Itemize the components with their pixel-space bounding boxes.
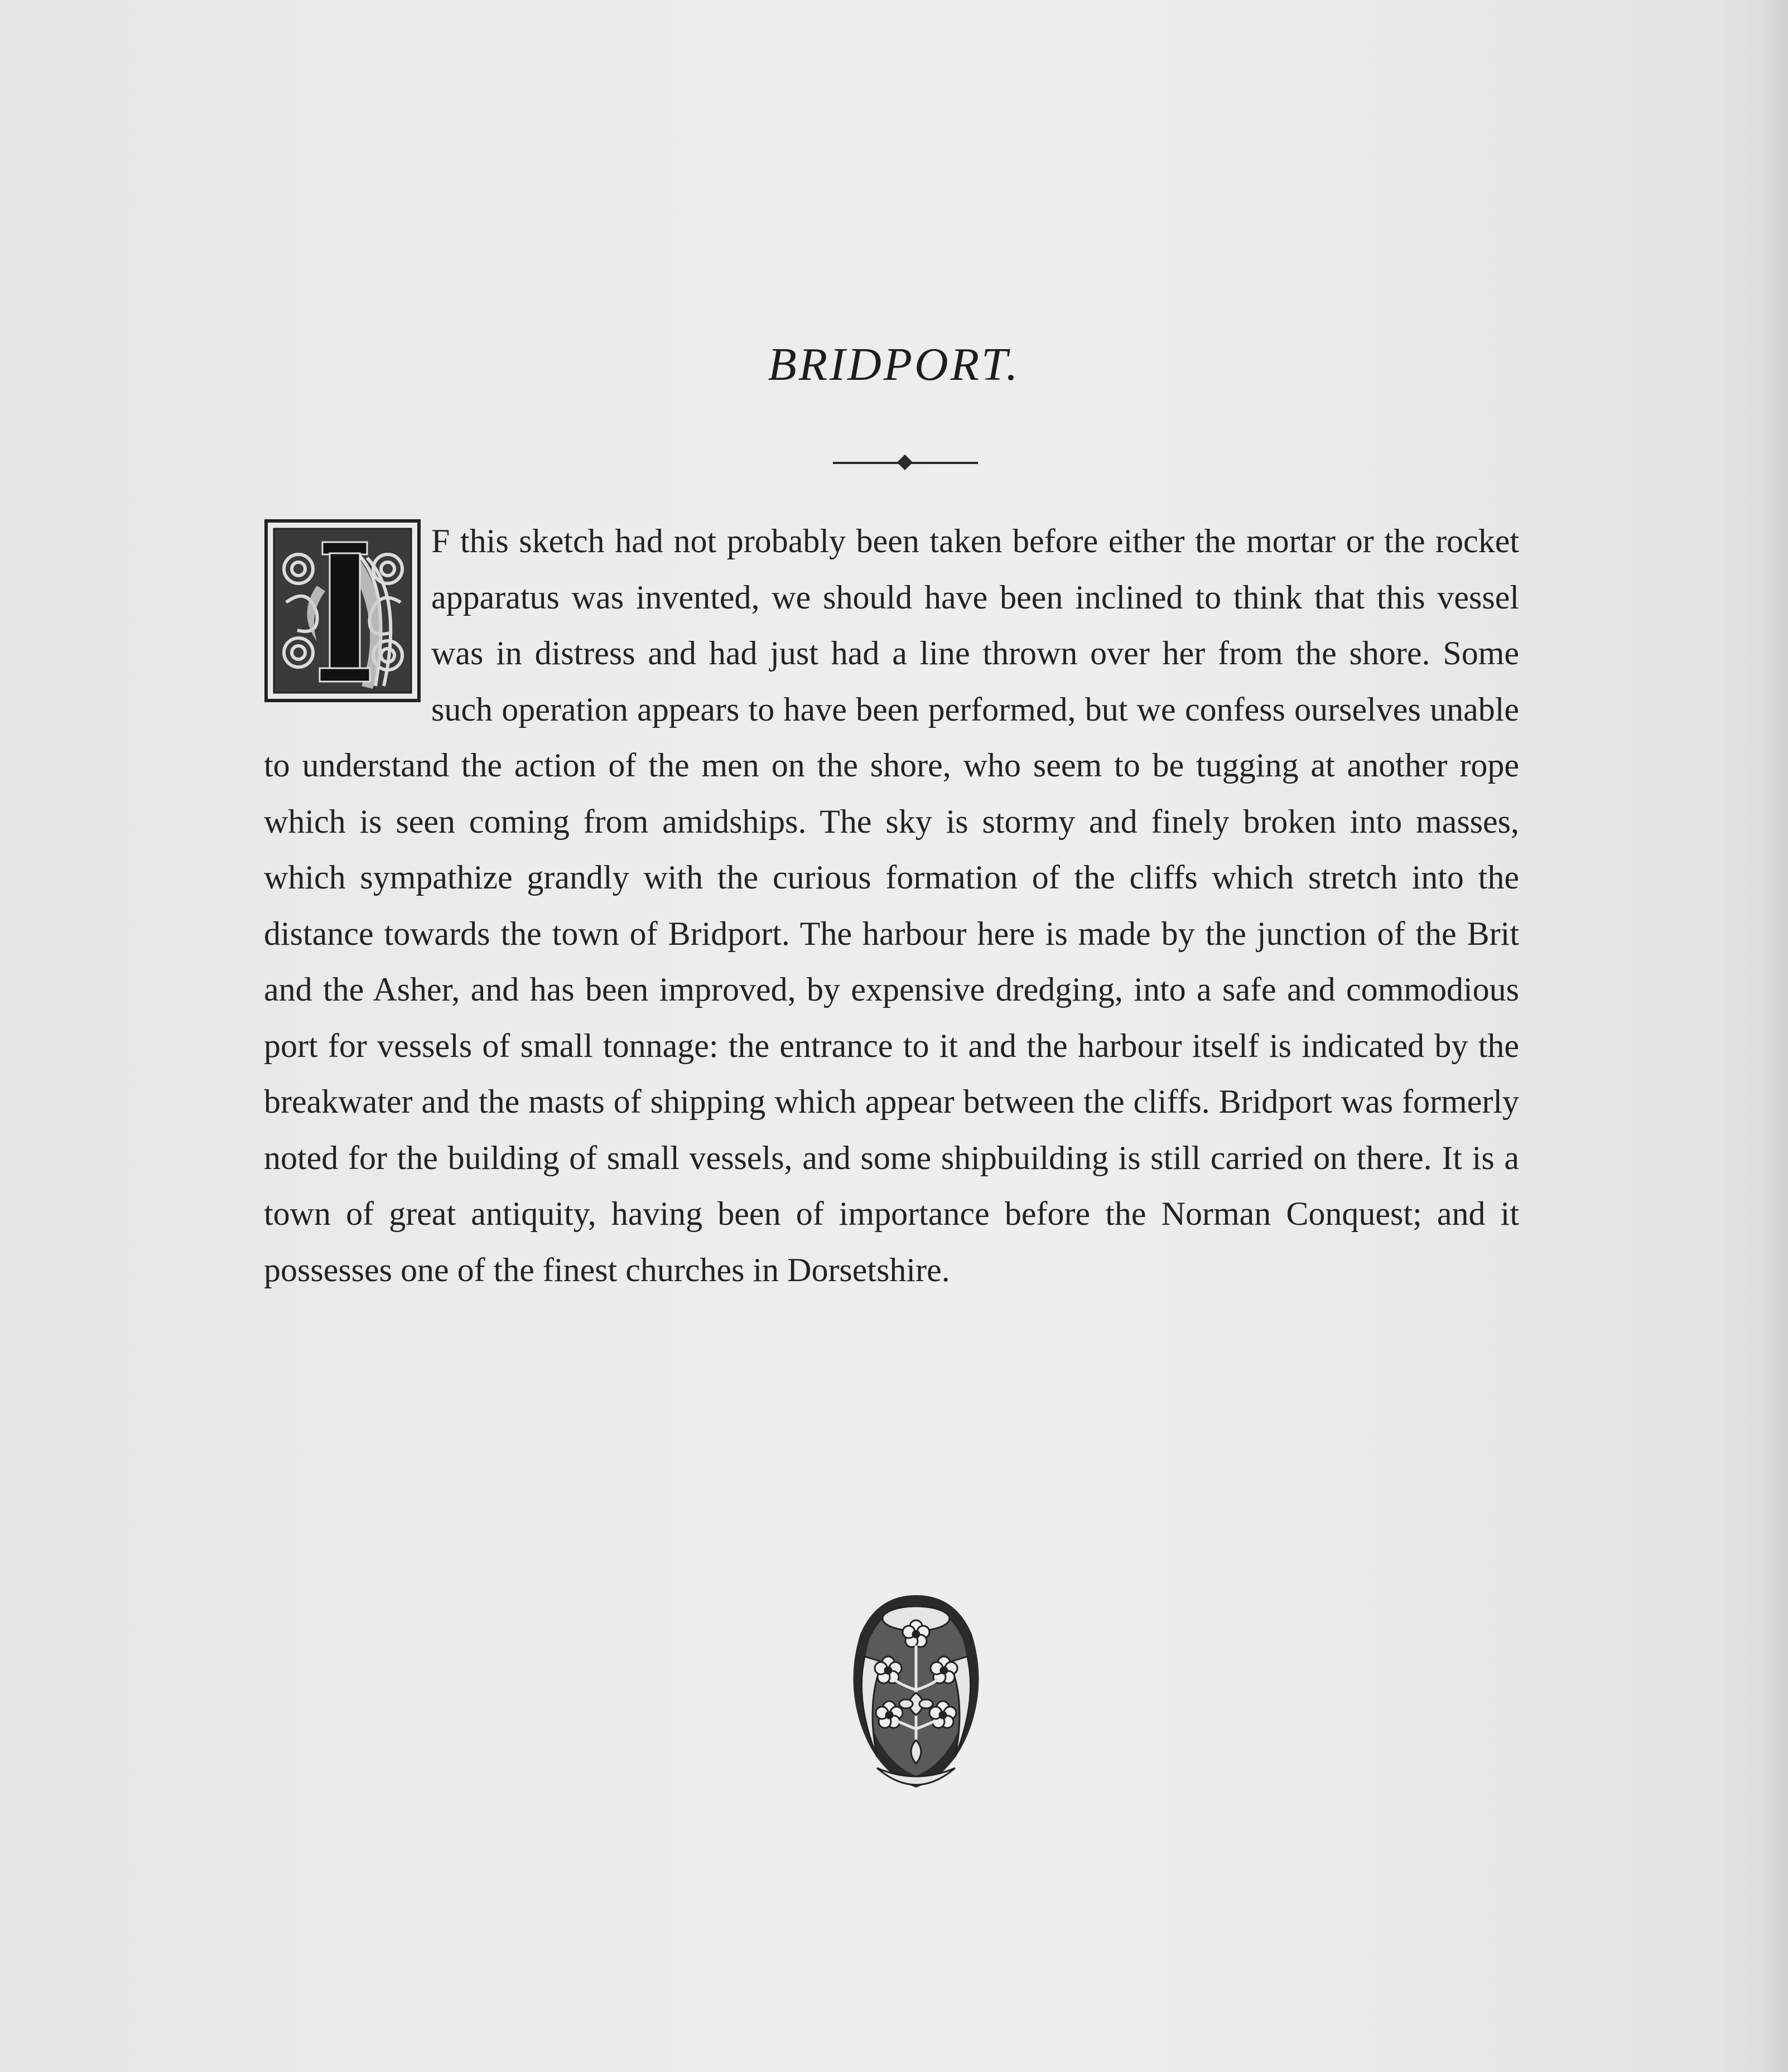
page-edge	[1766, 0, 1788, 2072]
body-paragraph	[264, 513, 1519, 1298]
rule-diamond	[897, 455, 913, 470]
floral-tailpiece-icon	[844, 1590, 989, 1793]
first-letter-rest: F	[431, 523, 450, 559]
body-text-rest: this sketch had not probably been taken before either the mortar or the rocket apparatus was invented, we should have been inclined to think that this vessel was in distress and had just had a line thrown over her from the shore. Some such operation appears to have been performed, but we confess ourselves unable to understand the action of the men on the shore, who seem to be tugging at another rope which is seen coming from amidships. The sky is stormy and finely broken into masses, which sympathize grandly with the curious formation of the cliffs which stretch into the distance towards the town of Bridport. The harbour here is made by the junction of the Brit and the Asher, and has been improved, by expensive dredging, into a safe and commodious port for vessels of small tonnage: the entrance to it and the harbour itself is indicated by the breakwater and the masts of shipping which appear between the cliffs. Bridport was formerly noted for the building of small vessels, and some shipbuilding is still carried on there. It is a town of great antiquity, having been of importance before the Norman Conquest; and it possesses one of the finest churches in Dorsetshire.	[264, 523, 1519, 1288]
dropcap-space	[264, 513, 431, 732]
page-title: BRIDPORT.	[768, 339, 1020, 390]
